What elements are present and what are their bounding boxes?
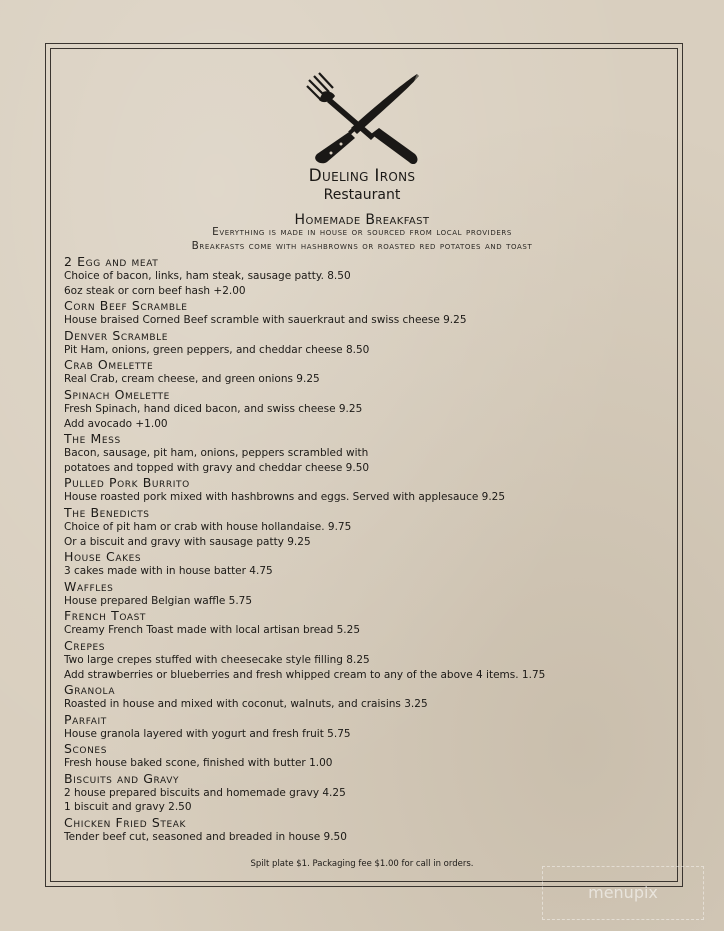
menu-item [64,638,664,682]
menu-item-name: Spinach Omelette [64,386,170,402]
menu-item-name: Crepes [64,637,106,653]
menu-item-description: 1 biscuit and gravy 2.50 [64,801,192,814]
menu-section-title: Homemade Breakfast [294,212,430,228]
menu-item-description: Fresh Spinach, hand diced bacon, and swiss cheese 9.25 [64,402,363,415]
menu-item-description: House prepared Belgian waffle 5.75 [64,594,253,607]
menu-item [64,254,664,298]
menu-item-description: Bacon, sausage, pit ham, onions, peppers scrambled with [64,447,369,460]
menu-item-name: 2 Egg and meat [64,254,159,269]
menu-item-description: Add strawberries or blueberries and fresh whipped cream to any of the above 4 items. 1.75 [64,668,546,681]
menu-item-description: Real Crab, cream cheese, and green onions 9.25 [64,373,320,386]
menu-item-name: House Cakes [64,549,142,565]
menu-item-name: French Toast [64,608,147,624]
menu-item-description: Choice of bacon, links, ham steak, sausage patty. 8.50 [64,270,351,282]
menu-item [64,608,664,638]
menu-item-description: House braised Corned Beef scramble with sauerkraut and swiss cheese 9.25 [64,314,467,327]
menu-item-description: Roasted in house and mixed with coconut, walnuts, and craisins 3.25 [64,698,428,711]
crossed-fork-knife-icon [305,72,423,164]
menu-item-name: The Benedicts [64,504,150,520]
menu-item-description: potatoes and topped with gravy and cheddar cheese 9.50 [64,461,370,474]
footer-note: Spilt plate $1. Packaging fee $1.00 for call in orders. [250,859,474,869]
menu-item-name: Pulled Pork Burrito [64,475,190,491]
menu-item-name: Corn Beef Scramble [64,298,188,314]
menu-item-description: 6oz steak or corn beef hash +2.00 [64,284,246,297]
watermark-text: menupix [588,883,658,902]
menu-item [64,579,664,609]
menu-item-name: Biscuits and Gravy [64,770,180,786]
tagline-sides: Breakfasts come with hashbrowns or roasted red potatoes and toast [191,240,533,252]
menu-item-name: Waffles [64,578,114,594]
menu-item-name: Chicken Fried Steak [64,815,186,831]
menu-item-description: Tender beef cut, seasoned and breaded in house 9.50 [64,831,347,844]
menu-item-description: House roasted pork mixed with hashbrowns and eggs. Served with applesauce 9.25 [64,491,506,504]
menu-item-description: Choice of pit ham or crab with house hollandaise. 9.75 [64,520,352,533]
menu-item-name: Granola [64,682,116,698]
menu-item [64,298,664,328]
menu-item [64,771,664,815]
menu-item-description: Or a biscuit and gravy with sausage patty 9.25 [64,535,311,548]
menu-item [64,431,664,475]
menu-item-name: Crab Omelette [64,357,154,373]
menu-item-description: Pit Ham, onions, green peppers, and cheddar cheese 8.50 [64,343,370,356]
menu-item-name: Scones [64,741,108,757]
menu-item [64,549,664,579]
menu-item-name: The Mess [64,431,121,447]
menu-item-description: Creamy French Toast made with local artisan bread 5.25 [64,624,360,637]
menu-item [64,505,664,549]
tagline-sourcing: Everything is made in house or sourced from local providers [212,226,512,238]
menu-item-description: 3 cakes made with in house batter 4.75 [64,565,273,578]
menu-item-description: 2 house prepared biscuits and homemade gravy 4.25 [64,786,346,799]
menu-item [64,815,664,845]
menu-item [64,387,664,431]
menu-item [64,475,664,505]
menu-item-list [64,254,664,845]
menu-item [64,682,664,712]
restaurant-name: Dueling Irons [308,166,416,186]
restaurant-subtitle: Restaurant [323,187,401,203]
menu-item [64,741,664,771]
menu-item-name: Parfait [64,711,107,727]
menu-item-name: Denver Scramble [64,327,169,343]
menu-item [64,712,664,742]
menu-item [64,357,664,387]
menu-item-description: Add avocado +1.00 [64,417,168,430]
menu-item-description: Two large crepes stuffed with cheesecake style filling 8.25 [64,653,370,666]
menu-item-description: Fresh house baked scone, finished with butter 1.00 [64,757,333,770]
menu-item-description: House granola layered with yogurt and fresh fruit 5.75 [64,727,351,740]
menu-item [64,328,664,358]
watermark-logo [542,866,704,920]
